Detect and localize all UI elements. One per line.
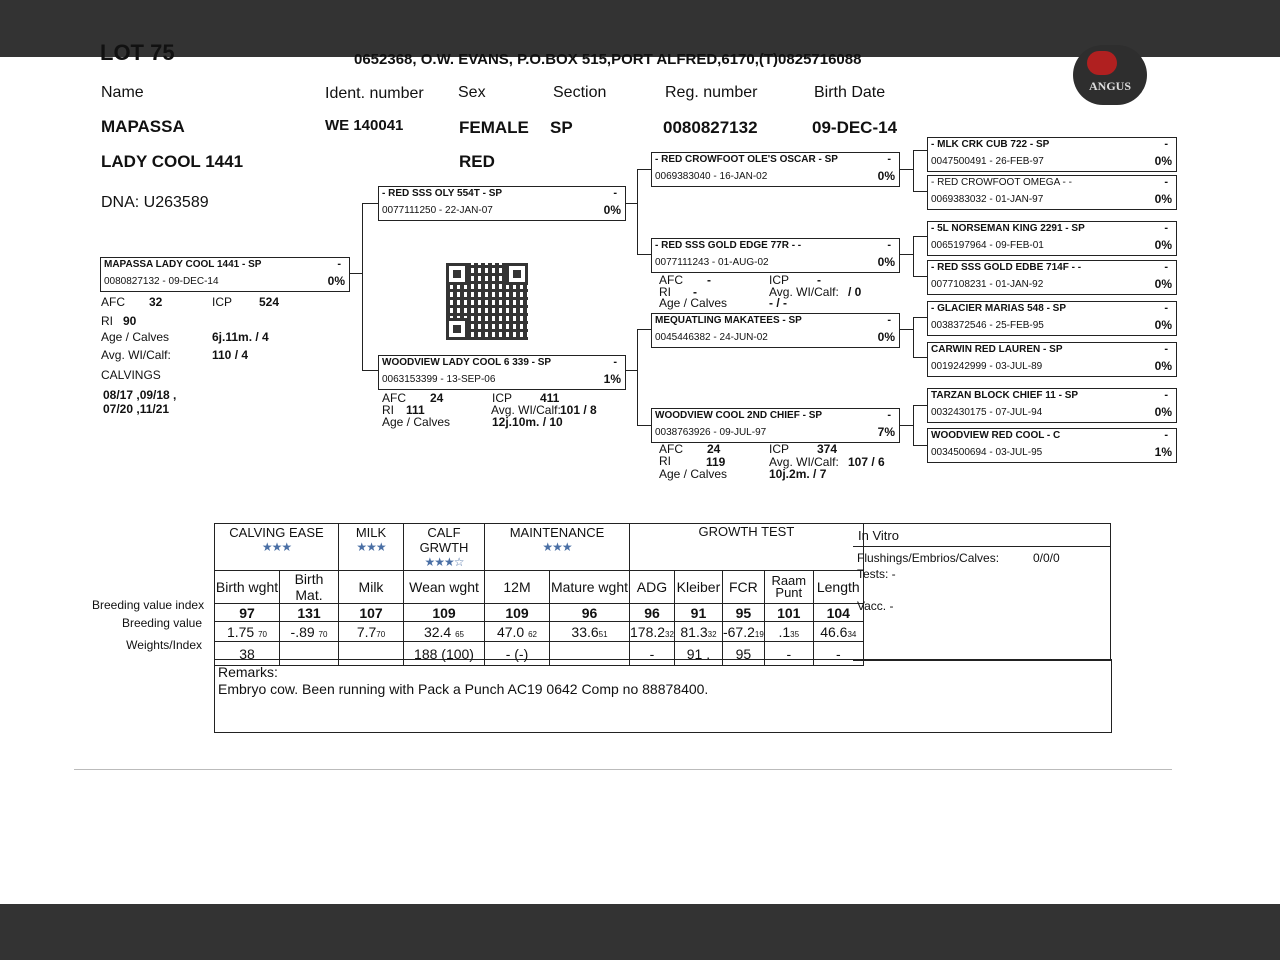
gp2-icp-label: ICP [769,273,790,287]
row-label-bvi: Breeding value index [92,598,205,612]
label-ident: Ident. number [325,85,424,102]
pedigree-box-gp-3: MEQUATLING MAKATEES - SP - 0045446382 - 24-JUN-02 0% [651,313,900,348]
group-calf-growth: CALF GRWTH ★★★☆ [404,524,485,571]
gp2-ri-label: RI [659,285,671,299]
gp2-icp-value: - [817,273,821,287]
col-fcr: FCR [722,571,764,604]
afc-label: AFC [101,295,125,309]
pedigree-box-subject: MAPASSA LADY COOL 1441 - SP - 0080827132 - 09-DEC-14 0% [100,257,350,292]
col-kleiber: Kleiber [674,571,722,604]
reg-value: 0080827132 [663,118,758,137]
group-milk: MILK ★★★ [339,524,404,571]
qr-code [446,263,528,340]
dam-age-value: 12j.10m. / 10 [492,415,563,429]
row-bvi: 97 131 107 109 109 96 96 91 95 101 104 [215,604,864,622]
gp4-ri-label: RI [659,454,671,468]
gp4-age-value: 10j.2m. / 7 [769,467,827,481]
label-section: Section [553,84,607,101]
label-reg: Reg. number [665,84,758,101]
age-value: 6j.11m. / 4 [212,330,269,344]
ri-value: 90 [123,314,137,328]
divider [74,769,1172,770]
dam-icp-value: 411 [540,391,560,405]
col-12m: 12M [485,571,550,604]
col-birth-mat: Birth Mat. [280,571,339,604]
dam-icp-label: ICP [492,391,513,405]
gp4-wi-value: 107 / 6 [848,455,885,469]
pedigree-box-dam: WOODVIEW LADY COOL 6 339 - SP - 0063153399 - 13-SEP-06 1% [378,355,626,390]
angus-logo: ANGUS [1073,45,1147,105]
icp-value: 524 [259,295,280,309]
section-value: SP [550,118,573,137]
remarks-label: Remarks: [218,664,278,680]
gp2-afc-value: - [707,273,711,287]
pedigree-box-ggp-6: CARWIN RED LAUREN - SP - 0019242999 - 03-JUL-89 0% [927,342,1177,377]
ident-number: WE 140041 [325,117,404,134]
flushings-label: Flushings/Embrios/Calves: [857,551,1000,565]
in-vitro-title: In Vitro [858,528,899,543]
animal-name-1: MAPASSA [101,117,185,136]
label-sex: Sex [458,84,486,101]
gp2-age-value: - / - [769,296,787,310]
pedigree-box-sire: - RED SSS OLY 554T - SP - 0077111250 - 22-JAN-07 0% [378,186,626,221]
col-mature-wght: Mature wght [550,571,630,604]
col-birth-wght: Birth wght [215,571,280,604]
owner-line: 0652368, O.W. EVANS, P.O.BOX 515,PORT ALFRED,6170,(T)0825716088 [354,51,862,68]
gp2-ri-value: - [693,285,697,299]
sex-value: FEMALE [459,118,529,137]
pedigree-box-ggp-7: TARZAN BLOCK CHIEF 11 - SP - 0032430175 - 07-JUL-94 0% [927,388,1177,423]
in-vitro-panel [853,523,1111,661]
pedigree-box-gp-2: - RED SSS GOLD EDGE 77R - - - 0077111243 - 01-AUG-02 0% [651,238,900,273]
group-maintenance: MAINTENANCE ★★★ [485,524,630,571]
tests-value: Tests: - [857,567,896,581]
flushings-value: 0/0/0 [1033,551,1060,565]
icp-label: ICP [212,295,233,309]
dam-age-label: Age / Calves [382,415,451,429]
group-calving-ease: CALVING EASE ★★★ [215,524,339,571]
ri-label: RI [101,314,113,328]
calvings-line-1: 08/17 ,09/18 , [103,388,177,402]
col-wean-wght: Wean wght [404,571,485,604]
viewer-bottom-bar [0,904,1280,960]
animal-name-2: LADY COOL 1441 [101,152,244,171]
label-birth: Birth Date [814,84,886,101]
breeding-value-table [214,523,864,666]
calvings-line-2: 07/20 ,11/21 [103,402,170,416]
lot-number: LOT 75 [100,40,175,65]
gp2-wi-label: Avg. WI/Calf: [769,285,839,299]
label-name: Name [101,84,144,101]
pedigree-box-ggp-5: - GLACIER MARIAS 548 - SP - 0038372546 - 25-FEB-95 0% [927,301,1177,336]
row-label-bv: Breeding value [121,616,202,630]
col-raam-punt: Raam Punt [764,571,813,604]
pedigree-box-ggp-3: - 5L NORSEMAN KING 2291 - SP - 0065197964 - 09-FEB-01 0% [927,221,1177,256]
gp4-afc-label: AFC [659,442,683,456]
gp2-afc-label: AFC [659,273,683,287]
row-weights-index: 38 188 (100) - (-) - 91 . 95 - - [215,642,864,666]
col-milk: Milk [339,571,404,604]
dam-ri-value: 111 [406,403,425,417]
vacc-value: Vacc. - [857,599,894,613]
color-value: RED [459,152,495,171]
row-bv: 1.75 70 -.89 70 7.770 32.4 65 47.0 62 33.651 178.232 81.332 -67.219 .135 46.634 [215,622,864,642]
row-label-wi: Weights/Index [126,638,202,652]
pedigree-box-gp-4: WOODVIEW COOL 2ND CHIEF - SP - 0038763926 - 09-JUL-97 7% [651,408,900,443]
gp4-age-label: Age / Calves [659,467,728,481]
group-growth-test: GROWTH TEST [630,524,864,571]
birth-value: 09-DEC-14 [812,118,898,137]
gp4-wi-label: Avg. WI/Calf: [769,455,839,469]
dam-afc-label: AFC [382,391,406,405]
age-label: Age / Calves [101,330,170,344]
gp4-icp-value: 374 [817,442,838,456]
wi-value: 110 / 4 [212,348,249,362]
dam-ri-label: RI [382,403,394,417]
remarks-text: Embryo cow. Been running with Pack a Punch AC19 0642 Comp no 88878400. [218,681,709,697]
col-adg: ADG [630,571,675,604]
gp2-wi-value: / 0 [848,285,862,299]
dam-wi-label: Avg. WI/Calf: [491,403,561,417]
dam-afc-value: 24 [430,391,444,405]
wi-label: Avg. WI/Calf: [101,348,171,362]
gp4-ri-value: 119 [706,455,726,469]
dna-code: DNA: U263589 [101,194,209,211]
pedigree-box-ggp-8: WOODVIEW RED COOL - C - 0034500694 - 03-JUL-95 1% [927,428,1177,463]
gp4-icp-label: ICP [769,442,790,456]
col-length: Length [813,571,863,604]
pedigree-box-ggp-2: - RED CROWFOOT OMEGA - - - 0069383032 - 01-JAN-97 0% [927,175,1177,210]
gp2-age-label: Age / Calves [659,296,728,310]
remarks-box [214,659,1112,733]
dam-wi-value: 101 / 8 [560,403,597,417]
gp4-afc-value: 24 [707,442,721,456]
calvings-label: CALVINGS [101,368,161,382]
pedigree-box-ggp-1: - MLK CRK CUB 722 - SP - 0047500491 - 26-FEB-97 0% [927,137,1177,172]
pedigree-box-ggp-4: - RED SSS GOLD EDBE 714F - - - 0077108231 - 01-JAN-92 0% [927,260,1177,295]
afc-value: 32 [149,295,163,309]
pedigree-box-gp-1: - RED CROWFOOT OLE'S OSCAR - SP - 0069383040 - 16-JAN-02 0% [651,152,900,187]
